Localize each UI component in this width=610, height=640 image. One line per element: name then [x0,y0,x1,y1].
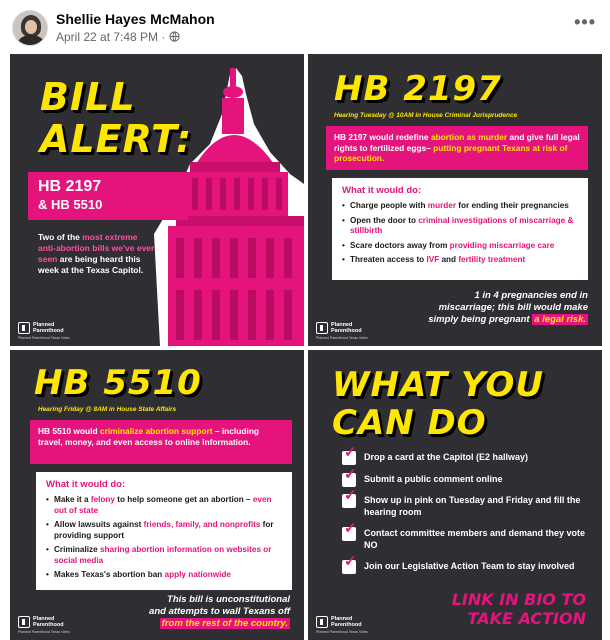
hb2197-pink-mid: and give full legal rights to fertilized eggs– [334,132,580,153]
item-text: Scare doctors away from [350,240,450,250]
item-highlight: sharing abortion information on websites or social media [54,545,272,565]
what-you-title-line2: CAN DO [332,403,487,443]
item-text: Charge people with [350,201,428,210]
hb5510-pink-hl: criminalize abortion support [99,426,213,436]
bill-alert-description [38,232,156,276]
hb5510-pink-post: – including travel, money, and even access to online information. [38,426,260,447]
item-text: Criminalize [54,545,100,554]
checkbox-icon [342,527,356,541]
what-you-title-line1: WHAT YOU [332,365,544,405]
bill-alert-title-line1: BILL [40,75,136,119]
logo-small: Planned Parenthood Texas Votes [316,630,368,634]
hb5510-what-box [36,472,292,590]
hb5510-footer-highlight: from the rest of the country. [161,618,288,629]
list-item [46,495,282,516]
hb5510-hearing: Hearing Friday @ 8AM in House State Affairs [38,406,177,413]
item-highlight: criminal investigations of miscarriage & stillbirth [350,215,574,235]
logo-line2: Parenthood [331,328,362,334]
item-highlight: friends, family, and nonprofits [143,520,261,529]
hb2197-footer-line1: 1 in 4 pregnancies end in [474,290,588,301]
cta-line2: TAKE ACTION [467,609,586,628]
image-bill-alert[interactable] [10,54,304,346]
item-text: Makes Texas's abortion ban [54,570,165,579]
hb2197-pink-hl2: putting pregnant Texans at risk of prosecution. [334,142,568,163]
bill-alert-title-line2: ALERT: [40,117,193,161]
image-hb-5510[interactable] [10,350,304,640]
logo-line1: Planned [33,322,55,328]
action-text: Drop a card at the Capitol (E2 hallway) [364,452,529,462]
hb2197-pink-hl1: abortion as murder [430,132,508,142]
hb5510-pink-pre: HB 5510 would [38,426,100,436]
bills-line1: HB 2197 [38,178,102,195]
pp-logo-icon [18,616,30,628]
logo-line1: Planned [331,322,353,328]
author-name[interactable]: Shellie Hayes McMahon [56,11,215,27]
item-highlight: IVF [426,255,440,264]
desc-pre: Two of the [38,232,83,242]
item-highlight: apply nationwide [164,570,231,579]
hb5510-effects-list [46,495,282,581]
item-highlight: providing miscarriage care [449,240,555,250]
list-item [342,255,578,266]
planned-parenthood-logo [18,322,78,338]
checkbox-icon [342,560,356,574]
logo-small: Planned Parenthood Texas Votes [18,336,70,340]
hb2197-hearing: Hearing Tuesday @ 10AM in House Criminal Jurisprudence [334,112,518,119]
logo-line1: Planned [33,616,55,622]
item-highlight: even out of state [54,495,272,515]
item-text: to help someone get an abortion – [115,495,253,504]
public-globe-icon [169,31,180,42]
hb2197-footer-line2: miscarriage; this bill would make [438,302,588,313]
hb2197-footer-highlight: a legal risk. [534,314,586,325]
hb5510-footer-line2: and attempts to wall Texans off [149,606,290,617]
hb2197-effects-list [342,201,578,266]
hb2197-what-head: What it would do: [342,185,422,196]
item-text: for providing support [54,520,274,540]
action-text: Submit a public comment online [364,473,503,484]
list-item [342,528,587,551]
post-image-grid [10,54,602,640]
list-item [46,545,282,566]
hb2197-pink-pre: HB 2197 would redefine [334,132,431,142]
image-hb-2197[interactable] [308,54,602,346]
action-text: Contact committee members and demand they vote NO [364,528,586,550]
post-meta [56,30,180,44]
hb2197-footer [328,290,588,326]
item-text: for ending their pregnancies [456,201,569,210]
more-options-button[interactable]: ••• [574,12,596,32]
list-item [342,561,587,573]
author-avatar[interactable] [12,10,48,46]
bills-pink-box [28,172,188,220]
logo-line1: Planned [331,616,353,622]
hb2197-what-box [332,178,588,280]
hb2197-summary-box [326,126,588,170]
hb2197-footer-line3: simply being pregnant [428,314,533,325]
checkbox-icon [342,494,356,508]
planned-parenthood-logo [316,616,376,632]
bills-line2: & HB 5510 [38,197,103,212]
item-text: and [439,255,459,264]
item-text: Allow lawsuits against [54,520,144,529]
item-highlight: murder [427,201,457,210]
cta-line1: LINK IN BIO TO [451,590,586,609]
list-item [342,452,587,464]
post-header [0,0,610,52]
logo-line2: Parenthood [33,328,64,334]
item-text: Threaten access to [350,255,427,264]
pp-logo-icon [18,322,30,334]
item-text: Make it a [54,495,91,504]
list-item [342,241,578,252]
logo-line2: Parenthood [33,622,64,628]
list-item [46,570,282,581]
hb5510-summary-box [30,420,292,464]
planned-parenthood-logo [316,322,376,338]
meta-separator: · [161,30,166,44]
item-highlight: fertility treatment [458,255,526,264]
list-item [342,495,587,518]
pp-logo-icon [316,322,328,334]
list-item [342,201,578,212]
pp-logo-icon [316,616,328,628]
checkbox-icon [342,451,356,465]
logo-line2: Parenthood [331,622,362,628]
planned-parenthood-logo [18,616,78,632]
hb5510-title: HB 5510 [34,363,202,403]
image-what-you-can-do[interactable] [308,350,602,640]
action-checklist [342,452,587,583]
checkbox-icon [342,473,356,487]
item-highlight: felony [90,495,115,504]
list-item [46,520,282,541]
desc-highlight: most extreme anti-abortion bills we've ever seen [38,232,155,264]
post-date[interactable]: April 22 at 7:48 PM [56,30,159,44]
cta-link-in-bio [452,590,586,628]
logo-small: Planned Parenthood Texas Votes [18,630,70,634]
logo-small: Planned Parenthood Texas Votes [316,336,368,340]
action-text: Join our Legislative Action Team to stay involved [364,561,575,571]
hb5510-footer-line1: This bill is unconstitutional [167,594,290,605]
hb2197-title: HB 2197 [334,69,502,109]
list-item [342,474,587,486]
item-text: Open the door to [350,215,419,225]
list-item [342,216,578,237]
hb5510-what-head: What it would do: [46,479,126,490]
action-text: Show up in pink on Tuesday and Friday and fill the hearing room [364,495,581,517]
desc-post: are being heard this week at the Texas Capitol. [38,254,144,275]
